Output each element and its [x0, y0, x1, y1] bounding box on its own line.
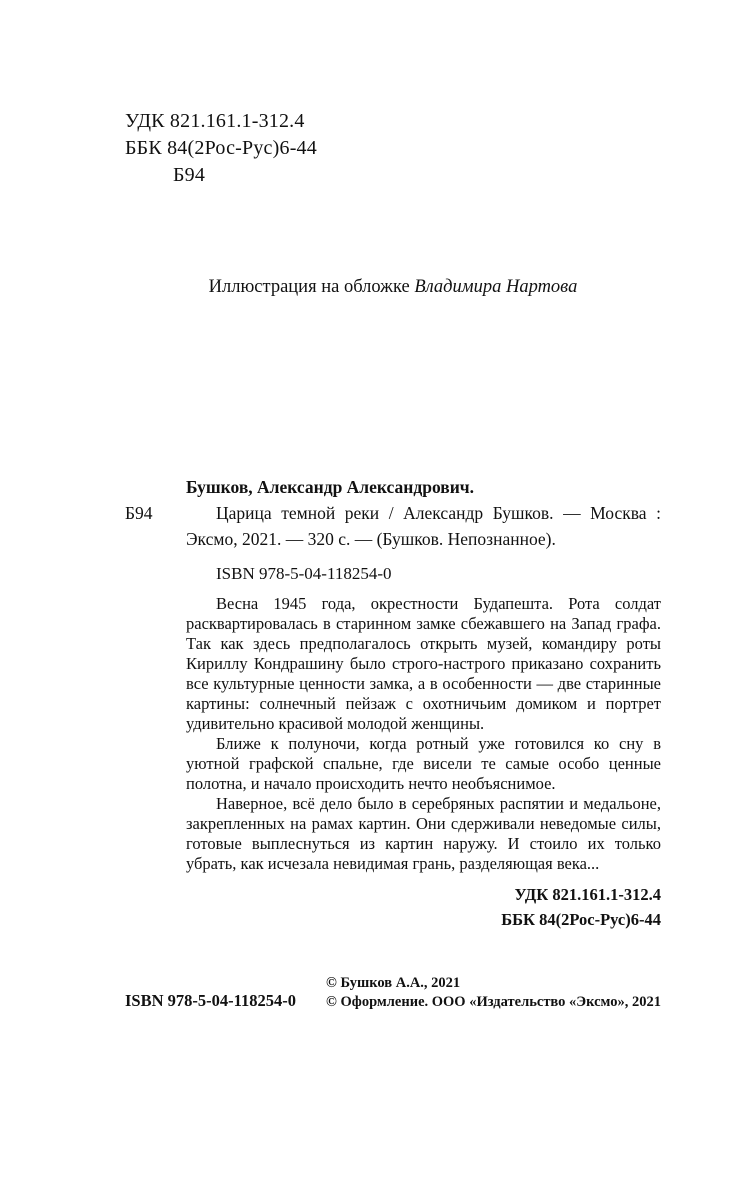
bbk-code-top: ББК 84(2Рос-Рус)6-44 [125, 137, 317, 159]
udk-code-bottom: УДК 821.161.1-312.4 [514, 885, 661, 904]
illustration-credit [125, 277, 661, 298]
illustration-artist-name: Владимира Нартова [414, 277, 578, 297]
copyright-block [326, 974, 661, 1012]
annotation-block [186, 594, 661, 874]
annotation-paragraph: Ближе к полуночи, когда ротный уже готовился ко сну в уютной графской спальне, где висели те самые особо ценные полотна, и начало происходить нечто необъяснимое. [186, 734, 661, 793]
bbk-code-bottom: ББК 84(2Рос-Рус)6-44 [501, 910, 661, 929]
illustration-credit-text: Иллюстрация на обложке [208, 277, 415, 297]
classification-codes-bottom [125, 882, 661, 932]
author-sign-code-top: Б94 [173, 164, 206, 186]
bib-author: Бушков, Александр Александрович. [186, 477, 475, 497]
copyright-line-publisher: © Оформление. ООО «Издательство «Эксмо», 2021 [326, 994, 661, 1010]
bibliographic-entry [125, 474, 661, 552]
copyright-line-author: © Бушков А.А., 2021 [326, 975, 461, 991]
annotation-paragraph: Наверное, всё дело было в серебряных распятии и медальоне, закрепленных на рамах картин. Они сдерживали неведомые силы, готовые выплеснуться из картин наружу. И стоило их только убрать, как исчезала невидимая грань, разделяющая века... [186, 794, 661, 873]
copyright-footer [125, 974, 661, 1012]
bib-description: Царица темной реки / Александр Бушков. — Москва : Эксмо, 2021. — 320 с. — (Бушков. Непознанное). [186, 503, 661, 549]
footer-isbn: ISBN 978-5-04-118254-0 [125, 991, 296, 1010]
annotation-paragraph: Весна 1945 года, окрестности Будапешта. Рота солдат расквартировалась в старинном замке сбежавшего на Запад графа. Так как здесь предполагалось открыть музей, командиру роты Кириллу Кондрашину было строго-настрого приказано сохранить все культурные ценности замка, а в особенности — две старинные картины: солнечный пейзаж с охотничьим домиком и портрет удивительно красивой молодой женщины. [186, 594, 661, 733]
classification-codes-top [125, 108, 661, 189]
isbn-line: ISBN 978-5-04-118254-0 [216, 564, 392, 583]
bib-margin-code: Б94 [125, 503, 153, 523]
udk-code-top: УДК 821.161.1-312.4 [125, 110, 305, 132]
